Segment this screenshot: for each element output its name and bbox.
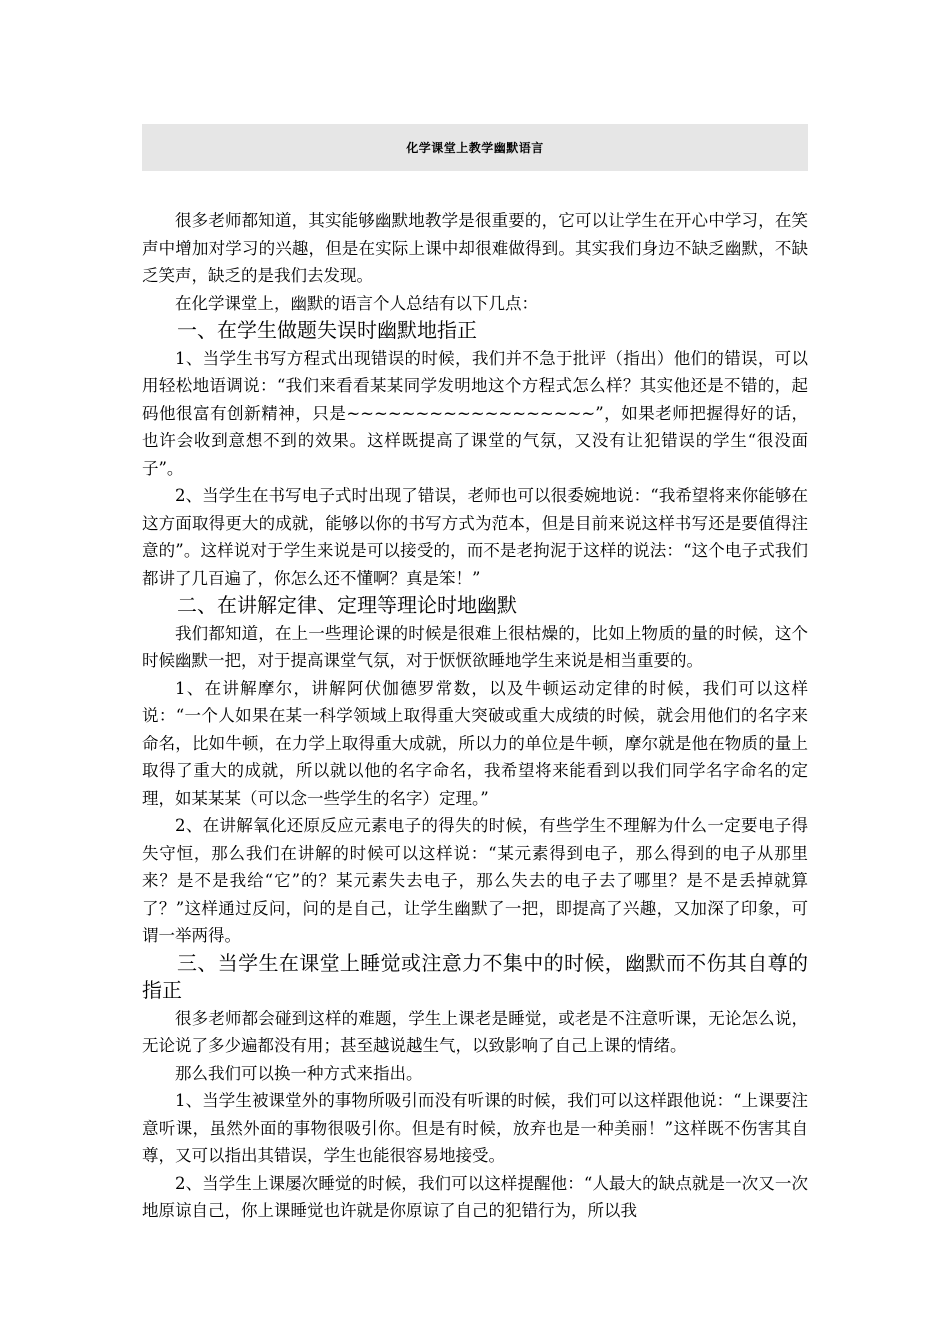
- paragraph: 1、在讲解摩尔，讲解阿伏伽德罗常数，以及牛顿运动定律的时候，我们可以这样说：“一个人如果在某一科学领域上取得重大突破或重大成绩的时候，就会用他们的名字来命名，比如牛顿，在力学上取得重大成就，所以力的单位是牛顿，摩尔就是他在物质的量上取得了重大的成就，所以就以他的名字命名，我希望将来能看到以我们同学名字命名的定理，如某某某（可以念一些学生的名字）定理。”: [142, 678, 808, 808]
- document-title: 化学课堂上教学幽默语言: [406, 141, 544, 155]
- paragraph: 1、当学生被课堂外的事物所吸引而没有听课的时候，我们可以这样跟他说：“上课要注意听课，虽然外面的事物很吸引你。但是有时候，放弃也是一种美丽！”这样既不伤害其自尊，又可以指出其错误，学生也能很容易地接受。: [142, 1091, 808, 1165]
- paragraph: 很多老师都会碰到这样的难题，学生上课老是睡觉，或老是不注意听课，无论怎么说，无论说了多少遍都没有用；甚至越说越生气，以致影响了自己上课的情绪。: [142, 1008, 808, 1055]
- paragraph: 2、当学生上课屡次睡觉的时候，我们可以这样提醒他：“人最大的缺点就是一次又一次地原谅自己，你上课睡觉也许就是你原谅了自己的犯错行为，所以我: [142, 1173, 808, 1220]
- paragraph: 那么我们可以换一种方式来指出。: [175, 1063, 423, 1083]
- paragraph: 2、当学生在书写电子式时出现了错误，老师也可以很委婉地说：“我希望将来你能够在这方面取得更大的成就，能够以你的书写方式为范本，但是目前来说这样书写还是要值得注意的”。这样说对于学生来说是可以接受的，而不是老拘泥于这样的说法：“这个电子式我们都讲了几百遍了，你怎么还不懂啊？真是笨！”: [142, 486, 808, 588]
- paragraph: 我们都知道，在上一些理论课的时候是很难上很枯燥的，比如上物质的量的时候，这个时候幽默一把，对于提高课堂气氛，对于恹恹欲睡地学生来说是相当重要的。: [142, 623, 808, 670]
- section-heading-1: 一、在学生做题失误时幽默地指正: [177, 318, 477, 342]
- paragraph-intro: 很多老师都知道，其实能够幽默地教学是很重要的，它可以让学生在开心中学习，在笑声中增加对学习的兴趣，但是在实际上课中却很难做得到。其实我们身边不缺乏幽默，不缺乏笑声，缺乏的是我们去发现。: [142, 211, 808, 285]
- paragraph: 1、当学生书写方程式出现错误的时候，我们并不急于批评（指出）他们的错误，可以用轻松地语调说：“我们来看看某某同学发明地这个方程式怎么样？其实他还是不错的，起码他很富有创新精神，只是~~~~~~~~~~~~~~~~~~”，如果老师把握得好的话，也许会收到意想不到的效果。这样既提高了课堂的气氛，又没有让犯错误的学生“很没面子”。: [142, 348, 808, 478]
- section-heading-2: 二、在讲解定律、定理等理论时地幽默: [177, 593, 517, 617]
- header-band: [142, 124, 808, 171]
- document-body: [142, 207, 808, 1225]
- paragraph-summary: 在化学课堂上，幽默的语言个人总结有以下几点：: [175, 293, 538, 313]
- paragraph: 2、在讲解氧化还原反应元素电子的得失的时候，有些学生不理解为什么一定要电子得失守恒，那么我们在讲解的时候可以这样说：“某元素得到电子，那么得到的电子从那里来？是不是我给“它”的？某元素失去电子，那么失去的电子去了哪里？是不是丢掉就算了？”这样通过反问，问的是自己，让学生幽默了一把，即提高了兴趣，又加深了印象，可谓一举两得。: [142, 816, 808, 945]
- section-heading-3: 三、当学生在课堂上睡觉或注意力不集中的时候，幽默而不伤其自尊的指正: [142, 950, 808, 1002]
